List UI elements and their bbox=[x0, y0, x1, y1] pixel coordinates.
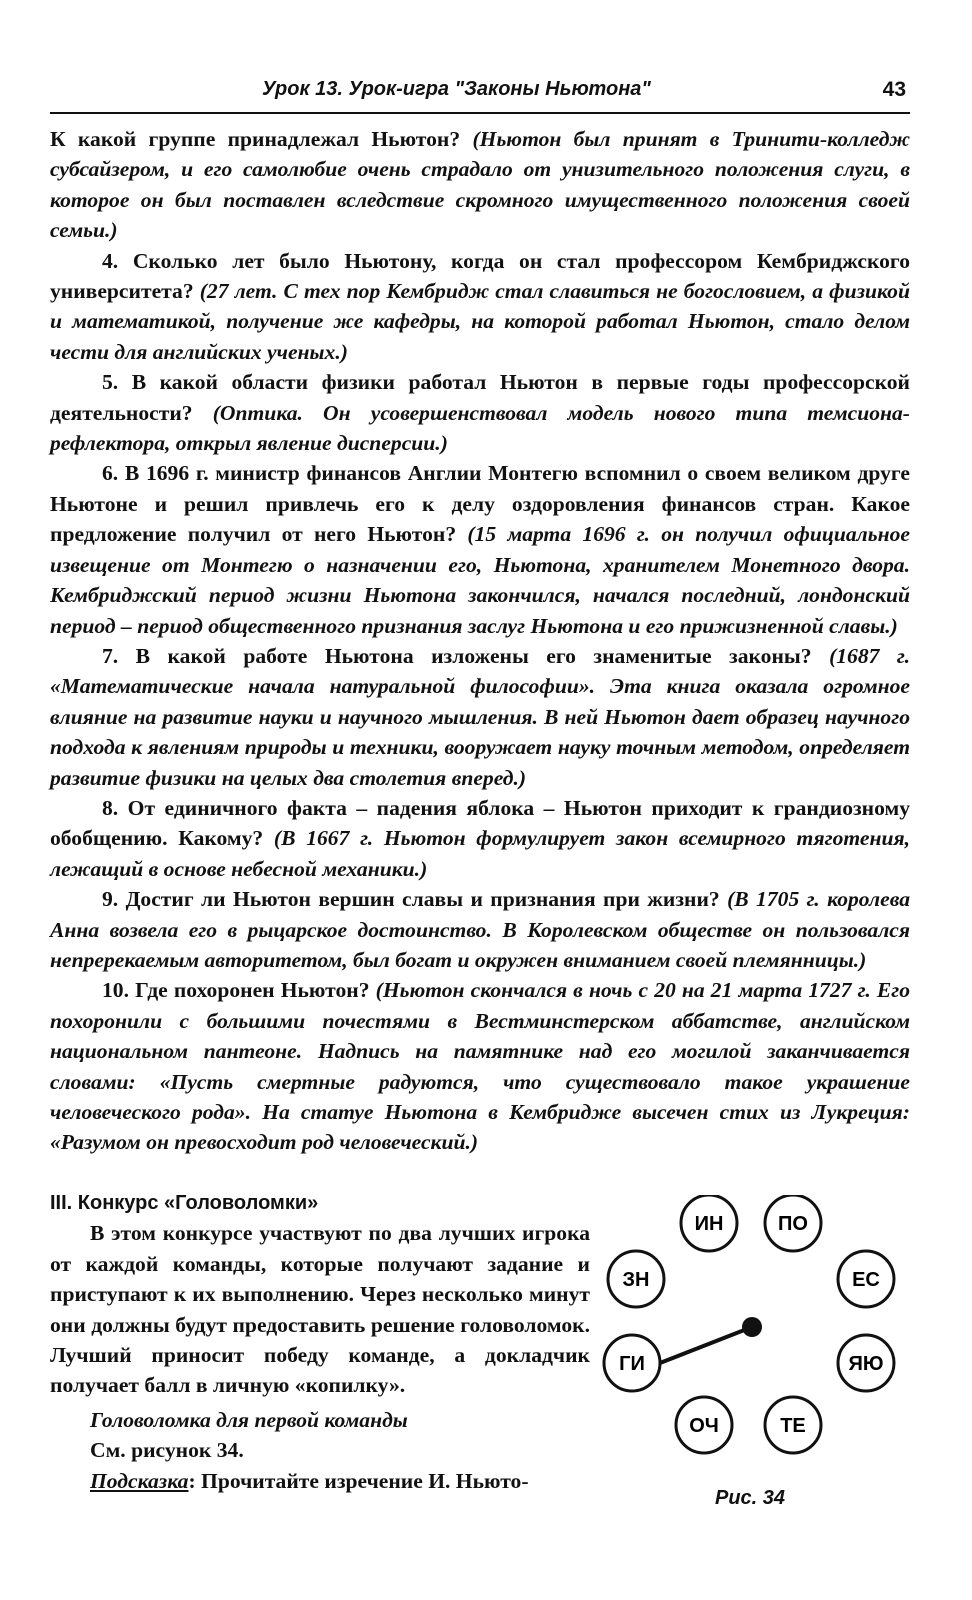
question-text: 5. В какой области физики работал Ньютон в первые годы профессорской деятельности? bbox=[50, 370, 910, 425]
question-text: 6. В 1696 г. министр финансов Англии Монтегю вспомнил о своем великом друге Ньютоне и решил привлечь его к делу оздоровления финансов стран. Какое предложение получил от него Ньютон? bbox=[50, 461, 910, 547]
question-paragraph bbox=[50, 124, 910, 246]
questions-text bbox=[50, 124, 910, 1158]
syllable-label: ТЕ bbox=[780, 1415, 806, 1437]
question-text: 9. Достиг ли Ньютон вершин славы и признания при жизни? bbox=[102, 887, 728, 912]
syllable-circle bbox=[608, 1251, 664, 1307]
syllable-label: ОЧ bbox=[689, 1415, 719, 1437]
answer-text: (15 марта 1696 г. он получил официальное извещение от Монтегю о назначении его, Ньютона, хранителем Монетного двора. Кембриджский период жизни Ньютона закончился, начался последний, лондонский период – период общественного признания заслуг Ньютона и его прижизненной славы.) bbox=[50, 522, 910, 638]
see-figure-text: См. рисунок 34. bbox=[90, 1438, 244, 1463]
question-paragraph bbox=[50, 793, 910, 884]
puzzle-title: Головоломка для первой команды bbox=[90, 1407, 408, 1432]
question-paragraph bbox=[50, 367, 910, 458]
syllable-label: ЕС bbox=[852, 1269, 880, 1291]
syllable-circle bbox=[838, 1335, 894, 1391]
answer-text: (В 1705 г. королева Анна возвела его в рыцарское достоинство. В Королевском обществе он пользовался непререкаемым авторитетом, был богат и окружен вниманием своей племянницы.) bbox=[50, 887, 911, 972]
syllable-wheel bbox=[600, 1195, 920, 1485]
syllable-circle bbox=[604, 1335, 660, 1391]
figure-34 bbox=[600, 1195, 920, 1525]
hint-text: : Прочитайте изречение И. Ньюто- bbox=[188, 1468, 529, 1493]
question-text: К какой группе принадлежал Ньютон? bbox=[50, 127, 473, 151]
syllable-circle bbox=[838, 1251, 894, 1307]
question-text: 8. От единичного факта – падения яблока – Ньютон приходит к грандиозному обобщению. Какому? bbox=[50, 795, 910, 851]
answer-text: (Оптика. Он усовершенствовал модель нового типа темсиона-рефлектора, открыл явление дисперсии.) bbox=[50, 400, 911, 456]
hint-label: Подсказка bbox=[90, 1468, 189, 1493]
answer-text: (27 лет. С тех пор Кембридж стал славиться не богословием, а физикой и математикой, получение же кафедры, на которой работал Ньютон, стало делом чести для английских ученых.) bbox=[50, 279, 910, 364]
syllable-circle bbox=[676, 1397, 732, 1453]
hint-paragraph bbox=[50, 1466, 590, 1496]
question-paragraph bbox=[50, 458, 910, 640]
section-text: В этом конкурсе участвуют по два лучших игрока от каждой команды, которые получают задание и приступают к их выполнению. Через несколько минут они должны будут предоставить решение головоломок. Лучший приносит победу команде, а докладчик получает балл в личную «копилку». bbox=[50, 1221, 590, 1398]
syllable-label: ЯЮ bbox=[848, 1353, 884, 1375]
page-number: 43 bbox=[882, 78, 906, 101]
syllable-circle bbox=[765, 1397, 821, 1453]
figure-caption: Рис. 34 bbox=[715, 1487, 786, 1509]
question-paragraph bbox=[50, 641, 910, 793]
page-header-title: Урок 13. Урок-игра "Законы Ньютона" bbox=[262, 78, 651, 100]
contest-section bbox=[50, 1188, 590, 1496]
syllable-label: ЗН bbox=[622, 1269, 650, 1291]
syllable-circle bbox=[681, 1195, 737, 1251]
syllable-circle bbox=[765, 1195, 821, 1251]
syllable-label: ГИ bbox=[619, 1353, 645, 1375]
center-dot bbox=[742, 1317, 762, 1337]
syllable-label: ПО bbox=[778, 1213, 808, 1235]
question-text: 10. Где похоронен Ньютон? bbox=[102, 978, 376, 1003]
question-paragraph bbox=[50, 884, 910, 975]
answer-text: (Ньютон скончался в ночь с 20 на 21 марта 1727 г. Его похоронили с большими почестями в Вестминстерском аббатстве, английском национальном пантеоне. Надпись на памятнике над его могилой заканчивается словами: «Пусть смертные радуются, что существовало такое украшение человеческого рода». На статуе Ньютона в Кембридже высечен стих из Лукреция: «Разумом он превосходит род человеческий.) bbox=[50, 978, 911, 1155]
answer-text: (В 1667 г. Ньютон формулирует закон всемирного тяготения, лежащий в основе небесной механики.) bbox=[50, 826, 911, 881]
syllable-label: ИН bbox=[694, 1213, 724, 1235]
section-heading: III. Конкурс «Головоломки» bbox=[50, 1192, 319, 1214]
question-text: 4. Сколько лет было Ньютону, когда он стал профессором Кембриджского университета? bbox=[50, 248, 910, 304]
question-text: 7. В какой работе Ньютона изложены его знаменитые законы? bbox=[102, 643, 830, 668]
answer-text: (1687 г. «Математические начала натуральной философии». Эта книга оказала огромное влияние на развитие науки и научного мышления. В ней Ньютон дает образец научного подхода к явлениям природы и техники, вооружает науку точным методом, определяет развитие физики на целых два столетия вперед.) bbox=[50, 643, 910, 790]
page-header bbox=[50, 78, 910, 114]
answer-text: (Ньютон был принят в Тринити-колледж субсайзером, и его самолюбие очень страдало от унизительного положения слуги, в которое он был поставлен вследствие скромного имущественного положения своей семьи.) bbox=[50, 127, 910, 243]
pointer-line bbox=[660, 1327, 752, 1363]
question-paragraph bbox=[50, 246, 910, 368]
question-paragraph bbox=[50, 975, 910, 1157]
